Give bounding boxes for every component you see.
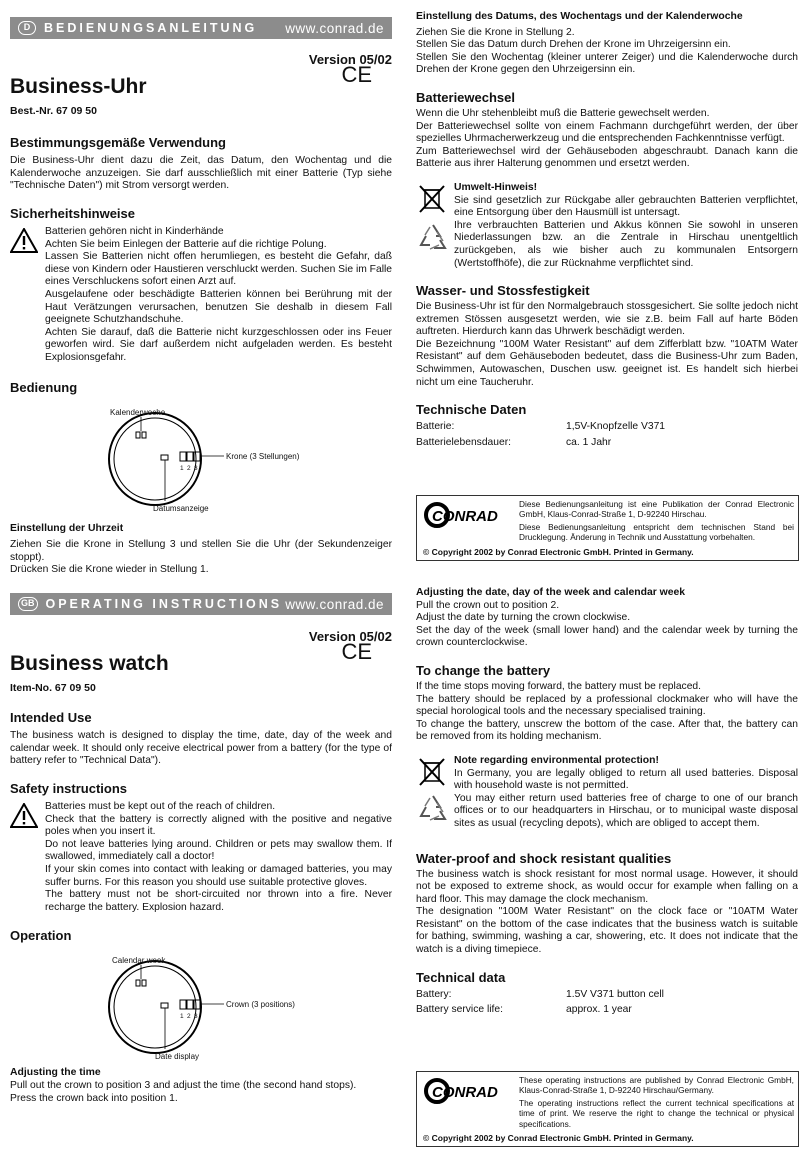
paragraph: Pull the crown out to position 2. bbox=[416, 599, 560, 611]
section-heading: To change the battery bbox=[416, 662, 551, 678]
crossed-bin-icon bbox=[418, 757, 446, 787]
tech-value: ca. 1 Jahr bbox=[566, 436, 612, 448]
watch-diagram bbox=[10, 951, 392, 1063]
de-right-column bbox=[416, 11, 798, 449]
document-title: Business-Uhr bbox=[10, 74, 147, 98]
conrad-logo-text: CONRAD bbox=[432, 1084, 498, 1101]
subsection-heading: Adjusting the time bbox=[10, 1067, 101, 1079]
crown-label: Krone (3 Stellungen) bbox=[226, 451, 300, 461]
paragraph: You may either return used batteries free of charge to one of our branch offices or to our headquarters in Hirschau, or to municipal waste disposal sites as usual (recycling depots), which are obliged to accept them. bbox=[454, 792, 798, 829]
crown-position-label: 2 bbox=[187, 1013, 191, 1021]
paragraph: Sie sind gesetzlich zur Rückgabe aller gebrauchten Batterien verpflichtet, eine Entsorgung über den Hausmüll ist untersagt. bbox=[454, 194, 798, 219]
date-display-label: Date display bbox=[155, 1052, 200, 1062]
publisher-text: The operating instructions reflect the current technical specifications at time of print. We reserve the right to change the technical or physical specifications. bbox=[519, 1097, 794, 1129]
en-publisher-box bbox=[416, 1071, 799, 1147]
section-heading: Technische Daten bbox=[416, 402, 527, 418]
paragraph: Zum Batteriewechsel wird der Gehäuseboden abgeschraubt. Danach kann die Batterie aus ihrer Halterung genommen und ersetzt werden. bbox=[416, 145, 798, 170]
paragraph: Die Business-Uhr ist für den Normalgebrauch stossgesichert. Sie sollte jedoch nicht extremen Stössen ausgesetzt werden, wie sie z.B. beim Fall auf harte Böden auftreten. Hierdurch kann das Uhrwerk beschädigt werden. bbox=[416, 301, 798, 338]
safety-item: Ausgelaufene oder beschädigte Batterien können bei Berührung mit der Haut Verätzungen verursachen, benutzen Sie deshalb in diesem Fall geeignete Schutzhandschuhe. bbox=[45, 288, 392, 326]
publisher-text: These operating instructions are published by Conrad Electronic GmbH, Klaus-Conrad-Straße 1, D-92240 Hirschau/Germany. bbox=[519, 1075, 794, 1096]
banner-url[interactable]: www.conrad.de bbox=[285, 596, 384, 612]
tech-key: Batterielebensdauer: bbox=[416, 436, 512, 448]
publisher-text: Diese Bedienungsanleitung entspricht dem technischen Stand bei Drucklegung. Änderung in Technik und Ausstattung vorbehalten. bbox=[519, 521, 794, 543]
watch-diagram bbox=[10, 403, 392, 515]
tech-key: Battery: bbox=[416, 988, 452, 1000]
paragraph: Set the day of the week (small lower hand) and the calendar week by turning the crown counterclockwise. bbox=[416, 624, 798, 649]
en-banner bbox=[10, 593, 392, 615]
safety-item: Check that the battery is correctly aligned with the positive and negative poles when you insert it. bbox=[45, 813, 392, 838]
crown-position-label: 3 bbox=[194, 1013, 198, 1021]
tech-value: approx. 1 year bbox=[566, 1004, 632, 1016]
paragraph: Ziehen Sie die Krone in Stellung 3 und stellen Sie die Uhr (der Sekundenzeiger stoppt). bbox=[10, 539, 392, 563]
paragraph: Der Batteriewechsel sollte von einem Fachmann durchgeführt werden, der über spezielles Uhrmacherwerkzeug und die entsprechenden Fachkenntnisse verfügt. bbox=[416, 120, 798, 145]
language-badge: D bbox=[18, 21, 36, 35]
calendar-week-label: Kalenderwoche bbox=[110, 407, 166, 417]
paragraph: The business watch is shock resistant for most normal usage. However, it should not be exposed to extreme shock, as would occur for example when falling on a hard floor. This may damage the clock mechanism. bbox=[416, 868, 798, 905]
document-title: Business watch bbox=[10, 651, 169, 675]
paragraph: Die Business-Uhr dient dazu die Zeit, das Datum, den Wochentag und die Kalenderwoche anzuzeigen. Sie darf ausschließlich mit einer Batterie (Typ siehe "Technische Daten") mit Strom versorgt werden. bbox=[10, 155, 392, 192]
subsection-heading: Adjusting the date, day of the week and calendar week bbox=[416, 587, 686, 598]
tech-key: Battery service life: bbox=[416, 1004, 503, 1016]
warning-triangle-icon bbox=[10, 803, 38, 828]
paragraph: Drücken Sie die Krone wieder in Stellung 1. bbox=[10, 564, 209, 576]
paragraph: If the time stops moving forward, the battery must be replaced. bbox=[416, 680, 702, 692]
de-banner bbox=[10, 17, 392, 39]
ce-mark-icon: CE bbox=[341, 638, 372, 664]
environment-notice bbox=[416, 755, 798, 831]
safety-block bbox=[10, 226, 392, 365]
copyright: © Copyright 2002 by Conrad Electronic GmbH. Printed in Germany. bbox=[423, 546, 694, 557]
paragraph: In Germany, you are legally obliged to return all used batteries. Disposal with household waste is not permitted. bbox=[454, 767, 798, 792]
section-heading: Batteriewechsel bbox=[416, 89, 515, 105]
paragraph: Pull out the crown to position 3 and adjust the time (the second hand stops). bbox=[10, 1079, 357, 1091]
safety-item: The battery must not be short-circuited nor thrown into a fire. Never recharge the battery. Explosion hazard. bbox=[45, 889, 392, 913]
paragraph: The battery should be replaced by a professional clockmaker who will have the special horological tools and the necessary specialised training. bbox=[416, 693, 798, 718]
crown-position-label: 2 bbox=[187, 464, 191, 472]
de-publisher-box bbox=[416, 495, 799, 561]
section-heading: Water-proof and shock resistant qualities bbox=[416, 850, 672, 866]
version-label: Version 05/02 bbox=[308, 629, 392, 644]
crown-position-label: 1 bbox=[180, 1013, 184, 1021]
publisher-text: Diese Bedienungsanleitung ist eine Publikation der Conrad Electronic GmbH, Klaus-Conrad-Straße 1, D-92240 Hirschau. bbox=[519, 499, 794, 520]
warning-triangle-icon bbox=[10, 228, 38, 253]
banner-url[interactable]: www.conrad.de bbox=[285, 20, 384, 36]
copyright: © Copyright 2002 by Conrad Electronic GmbH. Printed in Germany. bbox=[423, 1133, 694, 1144]
version-label: Version 05/02 bbox=[308, 52, 392, 67]
en-right-column bbox=[416, 587, 798, 1017]
recycling-icon bbox=[418, 222, 448, 252]
paragraph: Stellen Sie den Wochentag (kleiner unterer Zeiger) und die Kalenderwoche durch Drehen der Krone gegen den Uhrzeigersinn ein. bbox=[416, 51, 798, 76]
paragraph: Die Bezeichnung "100M Water Resistant" auf dem Zifferblatt bzw. "10ATM Water Resistant" auf dem Gehäuseboden bedeutet, dass die Business-Uhr zum Baden, Schwimmen, Autowaschen, Duschen usw. geeignet ist. Es handelt sich hierbei nicht um eine Taucheruhr. bbox=[416, 338, 798, 388]
recycling-icon bbox=[418, 793, 448, 823]
ce-mark-icon: CE bbox=[341, 61, 372, 87]
language-badge: GB bbox=[18, 597, 38, 611]
tech-row bbox=[416, 989, 798, 1002]
crown-position-label: 3 bbox=[194, 464, 198, 472]
subsection-heading: Einstellung des Datums, des Wochentags und der Kalenderwoche bbox=[416, 11, 743, 22]
tech-value: 1,5V-Knopfzelle V371 bbox=[566, 421, 666, 433]
section-heading: Wasser- und Stossfestigkeit bbox=[416, 283, 590, 299]
tech-key: Batterie: bbox=[416, 421, 455, 433]
environment-notice bbox=[416, 182, 798, 270]
conrad-logo-icon bbox=[423, 500, 515, 530]
tech-row bbox=[416, 421, 798, 434]
paragraph: Wenn die Uhr stehenbleibt muß die Batterie gewechselt werden. bbox=[416, 107, 710, 119]
tech-row bbox=[416, 437, 798, 450]
safety-item: Do not leave batteries lying around. Children or pets may swallow them. If swallowed, immediately call a doctor! bbox=[45, 838, 392, 863]
section-heading: Intended Use bbox=[10, 710, 92, 726]
calendar-week-label: Calendar week bbox=[112, 956, 166, 966]
paragraph: The business watch is designed to display the time, date, day of the week and calendar week. It should only receive electrical power from a battery (for the type of battery refer to "Technical Data"). bbox=[10, 730, 392, 767]
safety-item: Achten Sie darauf, daß die Batterie nicht kurzgeschlossen oder ins Feuer geworfen wird. Sie darf außerdem nicht aufgeladen werden. Es besteht Explosionsgefahr. bbox=[45, 326, 392, 363]
section-heading: Bedienung bbox=[10, 379, 78, 395]
safety-item: Achten Sie beim Einlegen der Batterie auf die richtige Polung. bbox=[45, 238, 327, 250]
banner-title: OPERATING INSTRUCTIONS bbox=[45, 597, 283, 611]
safety-item: Batterien gehören nicht in Kinderhände bbox=[45, 225, 224, 237]
paragraph: Press the crown back into position 1. bbox=[10, 1092, 178, 1104]
conrad-logo-icon bbox=[423, 1076, 515, 1106]
de-left-column bbox=[10, 54, 392, 577]
section-heading: Technical data bbox=[416, 969, 506, 985]
section-heading: Operation bbox=[10, 928, 72, 944]
notice-heading: Umwelt-Hinweis! bbox=[454, 181, 538, 193]
crossed-bin-icon bbox=[418, 184, 446, 214]
paragraph: The designation "100M Water Resistant" on the clock face or "10ATM Water Resistant" on the bottom of the case indicates that the business watch is suitable for bathing, swimming, washing a car, showering, etc. It does not indicate that the watch is a diving timepiece. bbox=[416, 906, 798, 956]
paragraph: Ziehen Sie die Krone in Stellung 2. bbox=[416, 26, 575, 38]
section-heading: Bestimmungsgemäße Verwendung bbox=[10, 135, 226, 151]
section-heading: Sicherheitshinweise bbox=[10, 205, 135, 221]
paragraph: To change the battery, unscrew the bottom of the case. After that, the battery can be removed from its holding mechanism. bbox=[416, 718, 798, 743]
section-heading: Safety instructions bbox=[10, 780, 128, 796]
safety-item: Lassen Sie Batterien nicht offen herumliegen, es besteht die Gefahr, daß diese von Kindern oder Haustieren verschluckt werden. Suchen Sie im Falle eines Verschluckens sofort einen Arzt auf. bbox=[45, 251, 392, 288]
safety-item: If your skin comes into contact with leaking or damaged batteries, you may suffer burns. For this reason you should use suitable protective gloves. bbox=[45, 863, 392, 888]
banner-title: BEDIENUNGSANLEITUNG bbox=[44, 21, 258, 35]
paragraph: Stellen Sie das Datum durch Drehen der Krone im Uhrzeigersinn ein. bbox=[416, 39, 731, 51]
tech-row bbox=[416, 1004, 798, 1017]
en-left-column bbox=[10, 631, 392, 1105]
paragraph: Adjust the date by turning the crown clockwise. bbox=[416, 612, 631, 624]
safety-item: Batteries must be kept out of the reach of children. bbox=[45, 800, 276, 812]
crown-label: Crown (3 positions) bbox=[226, 1000, 295, 1010]
subsection-heading: Einstellung der Uhrzeit bbox=[10, 522, 124, 534]
notice-heading: Note regarding environmental protection! bbox=[454, 754, 659, 766]
order-number: Item-No. 67 09 50 bbox=[10, 681, 96, 694]
safety-block bbox=[10, 801, 392, 914]
paragraph: Ihre verbrauchten Batterien und Akkus können Sie sowohl in unseren Niederlassungen bzw. an die Zentrale in Hirschau unentgeltlich zurückgeben, als wie bisher auch zu kommunalen Entsorgern (Wertstoffhöfe), die zur Rücknahme verpflichtet sind. bbox=[454, 219, 798, 269]
order-number: Best.-Nr. 67 09 50 bbox=[10, 104, 97, 117]
date-display-label: Datumsanzeige bbox=[153, 503, 209, 513]
crown-position-label: 1 bbox=[180, 464, 184, 472]
conrad-logo-text: CONRAD bbox=[432, 508, 498, 525]
tech-value: 1.5V V371 button cell bbox=[566, 988, 664, 1000]
